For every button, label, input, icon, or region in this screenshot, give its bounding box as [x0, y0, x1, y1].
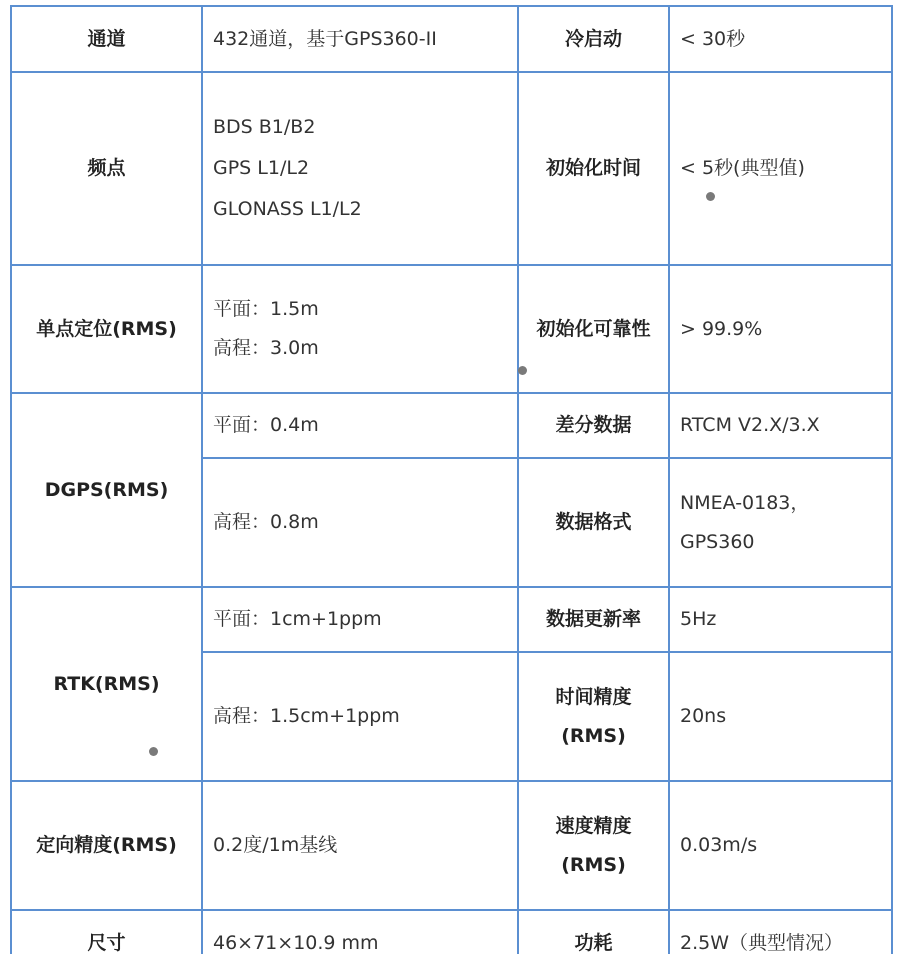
diff-data-label: 差分数据 [518, 393, 669, 458]
diff-data-value: RTCM V2.X/3.X [669, 393, 892, 458]
update-rate-value: 5Hz [669, 587, 892, 652]
table-row [11, 781, 892, 910]
velocity-precision-label-line: 速度精度 [555, 814, 632, 837]
cold-start-value: < 30秒 [669, 6, 892, 72]
time-precision-label [518, 652, 669, 781]
data-format-value [669, 458, 892, 587]
data-format-label: 数据格式 [518, 458, 669, 587]
rtk-horizontal: 平面：1cm+1ppm [202, 587, 518, 652]
rtk-label: RTK(RMS) [11, 587, 202, 781]
marker-dot [706, 192, 715, 201]
single-point-value [202, 265, 518, 393]
init-time-label: 初始化时间 [518, 72, 669, 265]
table-row [11, 587, 892, 652]
table-row [11, 72, 892, 265]
heading-label: 定向精度(RMS) [11, 781, 202, 910]
marker-dot [518, 366, 527, 375]
table-row [11, 393, 892, 458]
dgps-horizontal: 平面：0.4m [202, 393, 518, 458]
time-precision-label-line: (RMS) [561, 724, 626, 747]
frequency-item: BDS B1/B2 [213, 116, 316, 139]
table-row [11, 6, 892, 72]
cold-start-label: 冷启动 [518, 6, 669, 72]
dgps-label: DGPS(RMS) [11, 393, 202, 587]
power-label: 功耗 [518, 910, 669, 954]
channels-value: 432通道，基于GPS360-II [202, 6, 518, 72]
marker-dot [149, 747, 158, 756]
table-row [11, 265, 892, 393]
power-value: 2.5W（典型情况） [669, 910, 892, 954]
init-reliability-label: 初始化可靠性 [518, 265, 669, 393]
frequency-label: 频点 [11, 72, 202, 265]
heading-value: 0.2度/1m基线 [202, 781, 518, 910]
frequency-item: GPS L1/L2 [213, 157, 310, 180]
dgps-vertical: 高程：0.8m [202, 458, 518, 587]
frequency-item: GLONASS L1/L2 [213, 197, 362, 220]
single-point-label: 单点定位(RMS) [11, 265, 202, 393]
data-format-item: NMEA-0183， [680, 491, 810, 514]
data-format-item: GPS360 [680, 530, 755, 553]
rtk-vertical: 高程：1.5cm+1ppm [202, 652, 518, 781]
single-point-vertical: 高程：3.0m [213, 337, 319, 359]
channels-label: 通道 [11, 6, 202, 72]
frequency-value [202, 72, 518, 265]
update-rate-label: 数据更新率 [518, 587, 669, 652]
time-precision-value: 20ns [669, 652, 892, 781]
init-reliability-value: > 99.9% [669, 265, 892, 393]
velocity-precision-label-line: (RMS) [561, 853, 626, 876]
velocity-precision-value: 0.03m/s [669, 781, 892, 910]
time-precision-label-line: 时间精度 [555, 685, 632, 708]
init-time-value: < 5秒(典型值) [669, 72, 892, 265]
size-label: 尺寸 [11, 910, 202, 954]
single-point-horizontal: 平面：1.5m [213, 298, 319, 321]
velocity-precision-label [518, 781, 669, 910]
table-row [11, 910, 892, 954]
size-value: 46×71×10.9 mm [202, 910, 518, 954]
spec-table [10, 5, 893, 954]
